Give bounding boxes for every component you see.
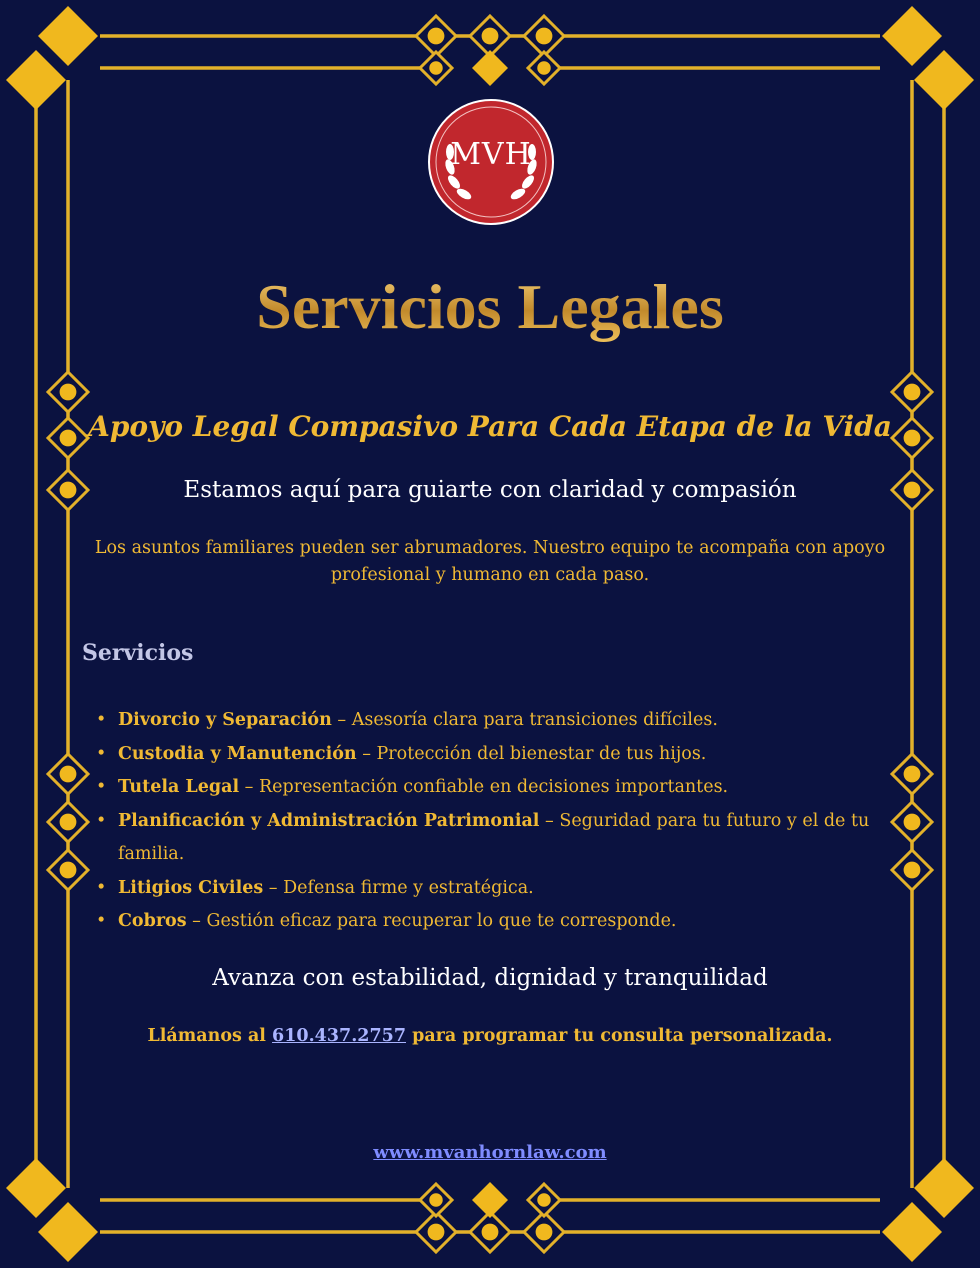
subtitle: Apoyo Legal Compasivo Para Cada Etapa de la Vida: [88, 410, 892, 443]
corner-diamond: [914, 1158, 974, 1218]
intro-paragraph: Los asuntos familiares pueden ser abrumadores. Nuestro equipo te acompaña con apoyo profesional y humano en cada paso.: [94, 538, 886, 585]
service-description: – Defensa firme y estratégica.: [263, 877, 534, 898]
closing-line: Avanza con estabilidad, dignidad y tranquilidad: [212, 965, 768, 991]
frame-ornament: [892, 372, 932, 412]
frame-ornament: [528, 52, 560, 84]
service-description: – Seguridad para tu futuro y el de tu familia.: [118, 810, 870, 864]
tagline: Estamos aquí para guiarte con claridad y compasión: [183, 477, 797, 503]
service-name: Cobros: [118, 911, 187, 931]
service-name: Tutela Legal: [118, 777, 240, 797]
list-item: [90, 905, 900, 939]
service-name: Litigios Civiles: [118, 877, 264, 898]
corner-diamond: [6, 1158, 66, 1218]
cta-text-before: Llámanos al: [147, 1026, 273, 1046]
frame-ornament: [420, 1184, 452, 1216]
frame-ornament: [420, 52, 452, 84]
phone-link[interactable]: 610.437.2757: [272, 1026, 406, 1046]
website-link[interactable]: www.mvanhornlaw.com: [373, 1142, 607, 1163]
corner-diamond: [914, 50, 974, 110]
frame-ornament: [48, 754, 88, 794]
frame-ornament: [48, 802, 88, 842]
cta-text-after: para programar tu consulta personalizada.: [406, 1026, 833, 1046]
corner-diamond: [38, 6, 98, 66]
corner-diamond: [882, 1202, 942, 1262]
list-item: [90, 872, 900, 906]
frame-ornament: [48, 372, 88, 412]
service-description: – Asesoría clara para transiciones difíciles.: [331, 710, 718, 730]
list-item: [90, 738, 900, 772]
corner-diamond: [882, 6, 942, 66]
services-heading: Servicios: [82, 640, 194, 666]
service-description: – Representación confiable en decisiones importantes.: [239, 777, 729, 797]
services-list: [90, 704, 900, 939]
service-name: Planificación y Administración Patrimonial: [118, 810, 540, 831]
service-name: Custodia y Manutención: [118, 743, 357, 764]
frame-diamond: [472, 50, 508, 86]
logo-monogram: MVH: [450, 137, 532, 172]
frame-ornament: [528, 1184, 560, 1216]
corner-diamond: [38, 1202, 98, 1262]
list-item: [90, 805, 900, 872]
service-description: – Protección del bienestar de tus hijos.: [356, 743, 707, 764]
list-item: [90, 771, 900, 805]
frame-diamond: [472, 1182, 508, 1218]
service-description: – Gestión eficaz para recuperar lo que te corresponde.: [186, 911, 677, 931]
page-title: Servicios Legales: [0, 270, 980, 344]
service-name: Divorcio y Separación: [118, 710, 332, 730]
website-footer: [0, 1142, 980, 1163]
call-to-action: [0, 1026, 980, 1046]
list-item: [90, 704, 900, 738]
corner-diamond: [6, 50, 66, 110]
frame-ornament: [48, 850, 88, 890]
